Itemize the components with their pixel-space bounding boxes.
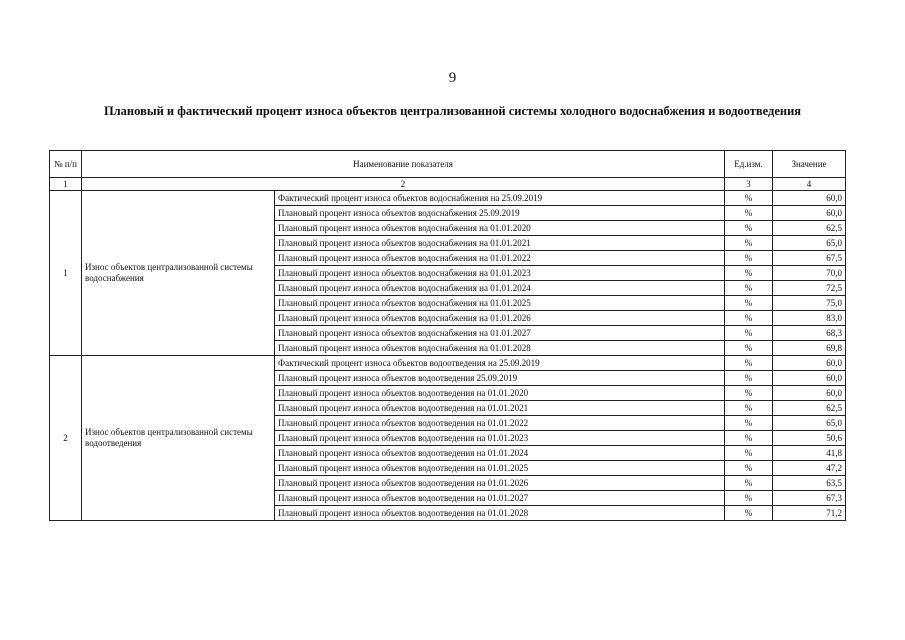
indicator-name: Плановый процент износа объектов водоснабжения на 01.01.2028 [275,341,725,356]
unit-cell: % [725,281,773,296]
indicator-name: Плановый процент износа объектов водоотведения на 01.01.2023 [275,431,725,446]
indicator-name: Плановый процент износа объектов водоснабжения на 01.01.2022 [275,251,725,266]
value-cell: 67,5 [773,251,846,266]
indicator-name: Плановый процент износа объектов водоснабжения на 01.01.2020 [275,221,725,236]
header-num: № п/п [50,151,82,178]
unit-cell: % [725,221,773,236]
value-cell: 65,0 [773,416,846,431]
unit-cell: % [725,326,773,341]
indicator-name: Плановый процент износа объектов водоснабжения на 01.01.2025 [275,296,725,311]
column-number: 3 [725,178,773,191]
header-value: Значение [773,151,846,178]
value-cell: 62,5 [773,401,846,416]
header-name: Наименование показателя [82,151,725,178]
indicator-name: Плановый процент износа объектов водоснабжения на 01.01.2024 [275,281,725,296]
group-number: 1 [50,191,82,356]
header-unit: Ед.изм. [725,151,773,178]
unit-cell: % [725,236,773,251]
indicator-name: Плановый процент износа объектов водоснабжения на 01.01.2027 [275,326,725,341]
value-cell: 65,0 [773,236,846,251]
column-number: 1 [50,178,82,191]
unit-cell: % [725,251,773,266]
value-cell: 41,8 [773,446,846,461]
value-cell: 60,0 [773,206,846,221]
indicator-name: Плановый процент износа объектов водоотведения на 01.01.2025 [275,461,725,476]
value-cell: 60,0 [773,191,846,206]
value-cell: 63,5 [773,476,846,491]
unit-cell: % [725,446,773,461]
indicator-name: Плановый процент износа объектов водоотведения на 01.01.2028 [275,506,725,521]
indicator-name: Плановый процент износа объектов водоотведения на 01.01.2021 [275,401,725,416]
value-cell: 72,5 [773,281,846,296]
indicator-name: Плановый процент износа объектов водоотведения на 01.01.2027 [275,491,725,506]
table-body [50,191,846,521]
unit-cell: % [725,491,773,506]
unit-cell: % [725,416,773,431]
unit-cell: % [725,356,773,371]
unit-cell: % [725,296,773,311]
value-cell: 60,0 [773,371,846,386]
table-header-row [50,151,846,178]
unit-cell: % [725,311,773,326]
page-title: Плановый и фактический процент износа объектов централизованной системы холодного водоснабжения и водоотведения [103,104,802,118]
unit-cell: % [725,476,773,491]
column-number-row [50,178,846,191]
column-number: 4 [773,178,846,191]
value-cell: 69,8 [773,341,846,356]
unit-cell: % [725,401,773,416]
value-cell: 60,0 [773,386,846,401]
indicator-name: Плановый процент износа объектов водоснабжения на 01.01.2021 [275,236,725,251]
indicator-name: Плановый процент износа объектов водоотведения на 01.01.2020 [275,386,725,401]
group-name: Износ объектов централизованной системы водоотведения [82,356,275,521]
indicator-name: Фактический процент износа объектов водоснабжения на 25.09.2019 [275,191,725,206]
indicator-name: Плановый процент износа объектов водоотведения на 01.01.2024 [275,446,725,461]
value-cell: 75,0 [773,296,846,311]
unit-cell: % [725,431,773,446]
unit-cell: % [725,206,773,221]
value-cell: 67,3 [773,491,846,506]
unit-cell: % [725,506,773,521]
table-row [50,191,846,206]
unit-cell: % [725,191,773,206]
value-cell: 50,6 [773,431,846,446]
indicator-name: Плановый процент износа объектов водоснабжения 25.09.2019 [275,206,725,221]
table-row [50,356,846,371]
unit-cell: % [725,341,773,356]
group-name: Износ объектов централизованной системы водоснабжения [82,191,275,356]
page-number: 9 [448,70,457,86]
indicator-name: Плановый процент износа объектов водоснабжения на 01.01.2023 [275,266,725,281]
value-cell: 70,0 [773,266,846,281]
value-cell: 62,5 [773,221,846,236]
value-cell: 71,2 [773,506,846,521]
column-number: 2 [82,178,725,191]
indicator-name: Плановый процент износа объектов водоотведения на 01.01.2026 [275,476,725,491]
unit-cell: % [725,461,773,476]
wear-percentage-table [49,150,846,521]
group-number: 2 [50,356,82,521]
unit-cell: % [725,386,773,401]
value-cell: 60,0 [773,356,846,371]
indicator-name: Плановый процент износа объектов водоснабжения на 01.01.2026 [275,311,725,326]
value-cell: 47,2 [773,461,846,476]
unit-cell: % [725,266,773,281]
indicator-name: Плановый процент износа объектов водоотведения 25.09.2019 [275,371,725,386]
value-cell: 68,3 [773,326,846,341]
value-cell: 83,0 [773,311,846,326]
indicator-name: Фактический процент износа объектов водоотведения на 25.09.2019 [275,356,725,371]
indicator-name: Плановый процент износа объектов водоотведения на 01.01.2022 [275,416,725,431]
unit-cell: % [725,371,773,386]
